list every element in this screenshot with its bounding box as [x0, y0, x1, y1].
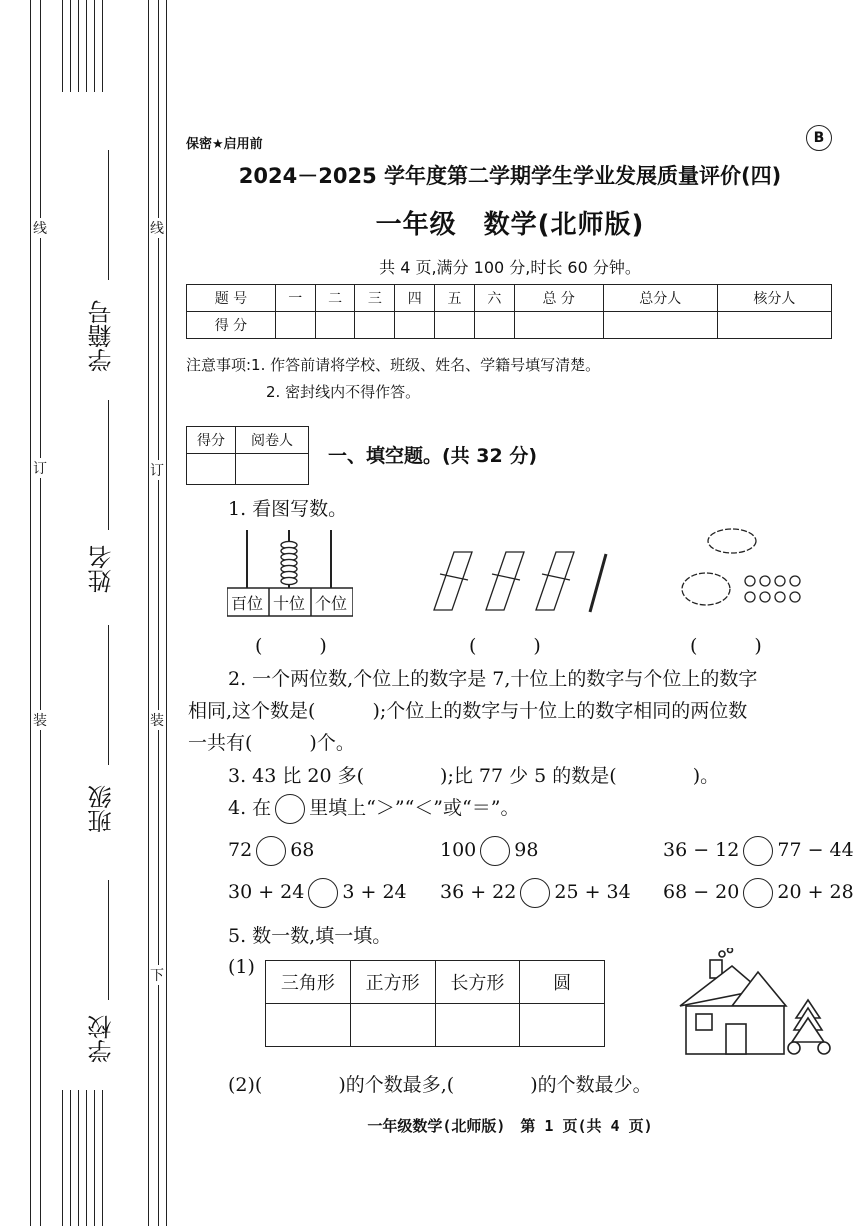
comparison-right: 25 + 34 — [554, 881, 631, 903]
question-4-suffix: 里填上“＞”“＜”或“＝”。 — [309, 797, 520, 819]
question-3: 3. 43 比 20 多( );比 77 少 5 的数是( )。 — [228, 765, 720, 787]
question-4-prefix: 4. 在 — [228, 797, 272, 819]
comparison-item — [440, 878, 631, 908]
confidential-label: 保密★启用前 — [186, 137, 263, 152]
shape-count-cell[interactable] — [266, 1004, 351, 1047]
question-2-line-1: 2. 一个两位数,个位上的数字是 7,十位上的数字与个位上的数字 — [228, 668, 758, 690]
abacus-figure — [227, 528, 353, 618]
school-field[interactable] — [108, 880, 109, 1000]
score-header: 总分人 — [603, 285, 717, 312]
shape-header-triangle: 三角形 — [266, 961, 351, 1004]
score-header: 总 分 — [514, 285, 603, 312]
score-header: 二 — [315, 285, 355, 312]
shape-count-cell[interactable] — [520, 1004, 605, 1047]
score-cell[interactable] — [355, 312, 395, 339]
comparison-item — [663, 878, 854, 908]
comparison-right: 20 + 28 — [777, 881, 854, 903]
comparison-circle[interactable] — [480, 836, 510, 866]
question-5-part-1: (1) — [228, 956, 255, 978]
comparison-circle[interactable] — [256, 836, 286, 866]
house-figure — [676, 948, 836, 1058]
exam-subtitle: 一年级 数学(北师版) — [375, 210, 645, 240]
shape-header-circle: 圆 — [520, 961, 605, 1004]
shape-header-square: 正方形 — [350, 961, 435, 1004]
notice-line-2: 2. 密封线内不得作答。 — [266, 383, 421, 401]
grader-reviewer-label: 阅卷人 — [236, 427, 309, 454]
score-row-label: 得 分 — [187, 312, 276, 339]
score-table — [186, 284, 832, 339]
exam-title: 2024－2025 学年度第二学期学生学业发展质量评价(四) — [238, 164, 782, 188]
score-header: 题 号 — [187, 285, 276, 312]
bead-rings-figure — [676, 525, 806, 617]
score-cell[interactable] — [275, 312, 315, 339]
score-header: 六 — [474, 285, 514, 312]
section-title: 一、填空题。(共 32 分) — [328, 445, 538, 467]
grader-reviewer-cell[interactable] — [236, 454, 309, 485]
name-field[interactable] — [108, 400, 109, 530]
question-5: 5. 数一数,填一填。 — [228, 925, 392, 947]
seal-char: 装 — [33, 710, 47, 730]
shape-count-table — [265, 960, 605, 1047]
score-cell[interactable] — [717, 312, 831, 339]
shape-count-cell[interactable] — [435, 1004, 520, 1047]
abacus-label-hundreds: 百位 — [231, 594, 264, 613]
shape-header-rectangle: 长方形 — [435, 961, 520, 1004]
comparison-left: 30 + 24 — [228, 881, 305, 903]
score-cell[interactable] — [514, 312, 603, 339]
name-label: 姓名 — [88, 545, 116, 593]
score-header: 五 — [435, 285, 475, 312]
seal-char: 订 — [150, 460, 164, 480]
comparison-right: 68 — [290, 839, 315, 861]
grader-table — [186, 426, 309, 485]
seal-char: 订 — [33, 458, 47, 478]
comparison-circle[interactable] — [308, 878, 338, 908]
stick-bundles-figure — [420, 540, 620, 620]
comparison-left: 68 − 20 — [663, 881, 740, 903]
comparison-item — [663, 836, 854, 866]
comparison-circle[interactable] — [743, 836, 773, 866]
question-1: 1. 看图写数。 — [228, 498, 348, 520]
school-label: 学校 — [88, 1015, 116, 1063]
notice-line-1: 注意事项:1. 作答前请将学校、班级、姓名、学籍号填写清楚。 — [186, 356, 601, 374]
score-header: 一 — [275, 285, 315, 312]
seal-char: 下 — [150, 965, 164, 985]
answer-blank[interactable]: ( ) — [469, 635, 541, 657]
comparison-item — [440, 836, 538, 866]
question-4 — [228, 793, 519, 824]
score-cell[interactable] — [603, 312, 717, 339]
seal-char: 装 — [150, 710, 164, 730]
comparison-circle[interactable] — [743, 878, 773, 908]
comparison-left: 36 − 12 — [663, 839, 740, 861]
score-cell[interactable] — [315, 312, 355, 339]
comparison-left: 100 — [440, 839, 477, 861]
grader-score-label: 得分 — [187, 427, 236, 454]
question-5-part-2: (2)( )的个数最多,( )的个数最少。 — [228, 1074, 652, 1096]
score-cell[interactable] — [395, 312, 435, 339]
abacus-label-ones: 个位 — [315, 594, 348, 613]
abacus-label-tens: 十位 — [273, 594, 306, 613]
score-header: 三 — [355, 285, 395, 312]
comparison-item — [228, 836, 314, 866]
version-badge: B — [806, 125, 832, 151]
grader-score-cell[interactable] — [187, 454, 236, 485]
comparison-item — [228, 878, 407, 908]
circle-icon — [275, 794, 305, 824]
sidebar-bottom-stripes — [62, 1090, 134, 1226]
class-label: 班级 — [88, 785, 116, 833]
score-cell[interactable] — [435, 312, 475, 339]
student-id-label: 学籍号 — [88, 300, 116, 372]
page-footer: 一年级数学(北师版) 第 1 页(共 4 页) — [367, 1117, 653, 1135]
class-field[interactable] — [108, 625, 109, 765]
seal-char: 线 — [150, 218, 164, 238]
sidebar-top-stripes — [62, 0, 134, 92]
shape-count-cell[interactable] — [350, 1004, 435, 1047]
score-header: 四 — [395, 285, 435, 312]
comparison-right: 3 + 24 — [342, 881, 407, 903]
comparison-circle[interactable] — [520, 878, 550, 908]
question-2-line-2: 相同,这个数是( );个位上的数字与十位上的数字相同的两位数 — [188, 700, 748, 722]
question-2-line-3: 一共有( )个。 — [188, 732, 355, 754]
comparison-left: 72 — [228, 839, 253, 861]
exam-meta: 共 4 页,满分 100 分,时长 60 分钟。 — [379, 258, 641, 277]
score-cell[interactable] — [474, 312, 514, 339]
comparison-right: 77 − 44 — [777, 839, 854, 861]
comparison-right: 98 — [514, 839, 539, 861]
answer-blank[interactable]: ( ) — [255, 635, 327, 657]
score-header: 核分人 — [717, 285, 831, 312]
seal-char: 线 — [33, 218, 47, 238]
comparison-left: 36 + 22 — [440, 881, 517, 903]
answer-blank[interactable]: ( ) — [690, 635, 762, 657]
